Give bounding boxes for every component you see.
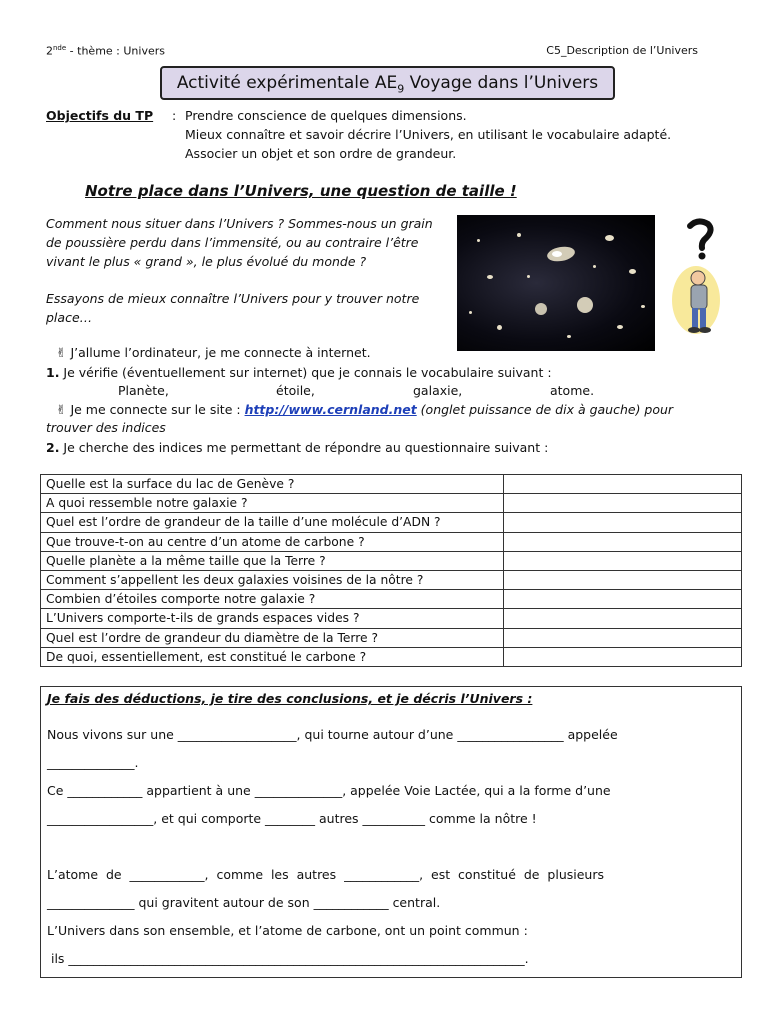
vocab-word: atome. — [550, 383, 595, 398]
answer-cell[interactable] — [504, 513, 742, 532]
table-row — [41, 590, 742, 609]
answer-cell[interactable] — [504, 494, 742, 513]
vocab-word: galaxie, — [413, 383, 463, 398]
table-row — [41, 513, 742, 532]
page-title: Activité expérimentale $AE_9$ Voyage dans l’Univers — [160, 66, 615, 100]
question-cell: A quoi ressemble notre galaxie ? — [41, 494, 504, 513]
table-row — [41, 628, 742, 647]
table-row — [41, 551, 742, 570]
step-2: 2. Je cherche des indices me permettant de répondre au questionnaire suivant : — [46, 440, 549, 455]
fill-in-line: L’Univers dans son ensemble, et l’atome de carbone, ont un point commun : — [47, 923, 528, 938]
question-cell: Quel est l’ordre de grandeur du diamètre de la Terre ? — [41, 628, 504, 647]
question-cell: Combien d’étoiles comporte notre galaxie ? — [41, 590, 504, 609]
question-cell: L’Univers comporte-t-ils de grands espaces vides ? — [41, 609, 504, 628]
intro-paragraph: Essayons de mieux connaître l’Univers pour y trouver notre place… — [46, 291, 420, 325]
answer-cell[interactable] — [504, 609, 742, 628]
questionnaire-table — [40, 474, 742, 667]
step-connect: ✌ J’allume l’ordinateur, je me connecte à internet. — [56, 345, 371, 360]
table-row — [41, 475, 742, 494]
fill-in-line[interactable]: Nous vivons sur une ___________________, qui tourne autour d’une _________________ appelée — [47, 727, 618, 742]
step-website: ✌ Je me connecte sur le site : http://www.cernland.net (onglet puissance de dix à gauche) pour — [56, 402, 674, 417]
objectives-label: Objectifs du TP — [46, 108, 154, 123]
deductions-title: Je fais des déductions, je tire des conclusions, et je décris l’Univers : — [47, 691, 533, 706]
fill-in-line[interactable]: ______________. — [47, 755, 139, 770]
table-row — [41, 494, 742, 513]
question-cell: Que trouve-t-on au centre d’un atome de carbone ? — [41, 532, 504, 551]
question-cell: Quelle est la surface du lac de Genève ? — [41, 475, 504, 494]
answer-cell[interactable] — [504, 647, 742, 666]
question-cell: Comment s’appellent les deux galaxies voisines de la nôtre ? — [41, 570, 504, 589]
question-cell: De quoi, essentiellement, est constitué le carbone ? — [41, 647, 504, 666]
table-row — [41, 532, 742, 551]
table-row — [41, 609, 742, 628]
question-cell: Quelle planète a la même taille que la Terre ? — [41, 551, 504, 570]
section-title: Notre place dans l’Univers, une question de taille ! — [85, 182, 517, 200]
cernland-link[interactable]: http://www.cernland.net — [244, 402, 417, 417]
step-1: 1. Je vérifie (éventuellement sur internet) que je connais le vocabulaire suivant : — [46, 365, 552, 380]
objective-line: Mieux connaître et savoir décrire l’Univers, en utilisant le vocabulaire adapté. — [185, 127, 672, 142]
level-theme-header: 2nde - thème : Univers — [46, 44, 165, 58]
fill-in-line[interactable]: L’atome de ____________, comme les autres ____________, est constitué de plusieurs — [47, 867, 604, 882]
answer-cell[interactable] — [504, 532, 742, 551]
vocab-word: étoile, — [276, 383, 315, 398]
fill-in-line[interactable]: _________________, et qui comporte ________ autres __________ comme la nôtre ! — [47, 811, 537, 826]
deductions-box — [40, 686, 742, 978]
answer-cell[interactable] — [504, 590, 742, 609]
objective-line: Prendre conscience de quelques dimensions. — [185, 108, 467, 123]
table-row — [41, 647, 742, 666]
intro-paragraph: Comment nous situer dans l’Univers ? Sommes-nous un grain de poussière perdu dans l’immensité, ou au contraire l’être vivant le plus « grand », le plus évolué du monde ? — [46, 216, 433, 269]
objective-line: Associer un objet et son ordre de grandeur. — [185, 146, 457, 161]
fill-in-line[interactable]: Ce ____________ appartient à une ______________, appelée Voie Lactée, qui a la forme d’une — [47, 783, 611, 798]
fill-in-line[interactable]: ______________ qui gravitent autour de son ____________ central. — [47, 895, 441, 910]
vocab-word: Planète, — [118, 383, 169, 398]
answer-cell[interactable] — [504, 628, 742, 647]
question-cell: Quel est l’ordre de grandeur de la taille d’une molécule d’ADN ? — [41, 513, 504, 532]
fill-in-line[interactable]: ils _________________________________________________________________________. — [47, 951, 529, 966]
objectives-colon: : — [172, 108, 177, 123]
galaxy-cluster-image — [457, 215, 655, 351]
chapter-reference: C5_Description de l’Univers — [546, 44, 698, 57]
answer-cell[interactable] — [504, 570, 742, 589]
step-website-cont: trouver des indices — [46, 420, 166, 435]
wondering-person-illustration — [668, 218, 738, 338]
answer-cell[interactable] — [504, 475, 742, 494]
answer-cell[interactable] — [504, 551, 742, 570]
table-row — [41, 570, 742, 589]
